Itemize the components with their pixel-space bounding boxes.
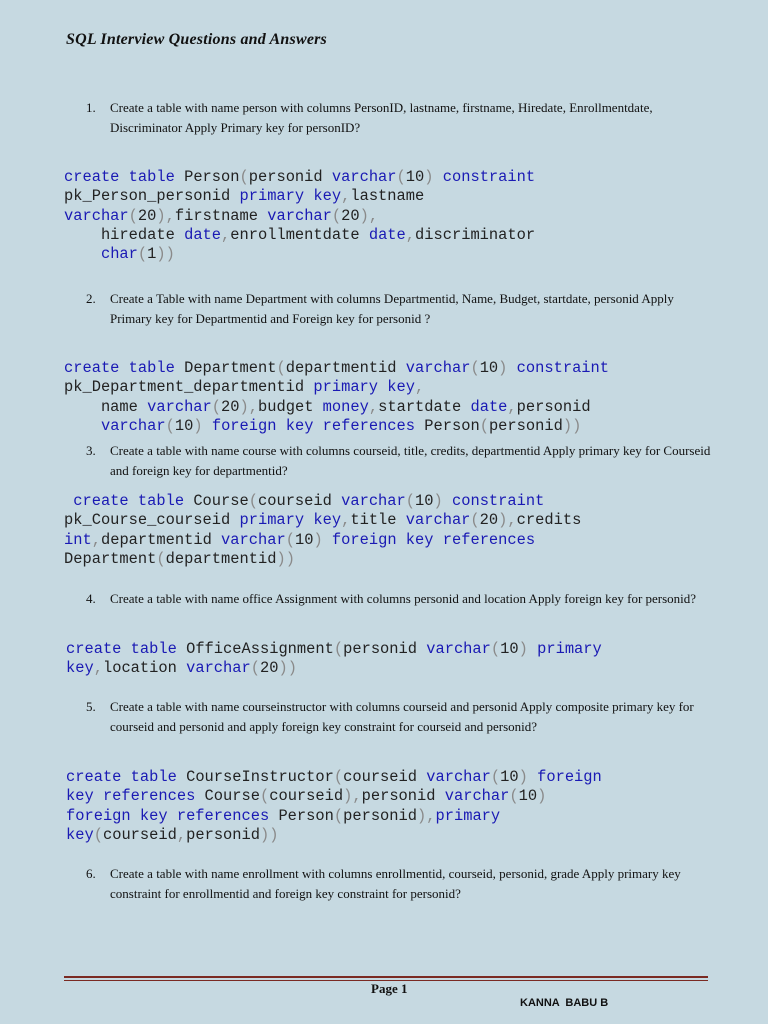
- code-text: pk_Course_courseid: [64, 511, 240, 530]
- code-text: lastname: [350, 187, 425, 206]
- code-text: 10: [415, 492, 434, 510]
- code-punct: (: [331, 206, 342, 225]
- question-6: [86, 864, 712, 903]
- code-keyword: int: [64, 530, 92, 549]
- code-line: [64, 187, 535, 206]
- code-keyword: varchar: [221, 530, 286, 549]
- code-text: departmentid: [100, 530, 222, 549]
- code-block: [66, 640, 602, 679]
- code-punct: ): [518, 640, 528, 658]
- code-punct: ): [343, 787, 353, 806]
- code-punct: ,: [414, 378, 425, 397]
- code-text: 20: [260, 659, 279, 678]
- code-block: [64, 359, 609, 436]
- code-keyword: varchar: [405, 359, 471, 377]
- code-keyword: varchar: [100, 416, 166, 435]
- code-text: personid: [186, 825, 260, 844]
- code-keyword: char: [100, 245, 138, 264]
- author-name: KANNA BABU B: [520, 997, 609, 1009]
- code-punct: (: [509, 787, 519, 806]
- question-text: Create a Table with name Department with columns Departmentid, Name, Budget, startdate, personid Apply Primary key for Departmentid and Foreign key for personid ?: [110, 291, 674, 326]
- code-punct: (: [165, 416, 175, 435]
- code-keyword: primary key: [239, 511, 342, 530]
- question-5: [86, 697, 712, 736]
- code-text: 20: [479, 511, 499, 530]
- code-punct: ,: [91, 530, 101, 549]
- code-block: [66, 768, 602, 845]
- code-keyword: create table: [66, 768, 177, 786]
- question-number: 1.: [86, 100, 96, 115]
- question-text: Create a table with name courseinstructor with columns courseid and personid Apply composite primary key for courseid and personid and apply foreign key constraint for courseid and personid?: [110, 699, 694, 734]
- code-text: startdate: [378, 397, 471, 416]
- code-punct: (: [470, 359, 480, 377]
- code-text: 10: [294, 530, 314, 549]
- code-punct: ,: [221, 225, 231, 244]
- page-number: Page 1: [371, 981, 408, 996]
- code-text: personid: [516, 397, 591, 416]
- code-keyword: varchar: [426, 768, 491, 786]
- code-punct: ): [239, 397, 249, 416]
- code-text: 20: [137, 206, 157, 225]
- question-text: Create a table with name course with columns courseid, title, credits, departmentid Apply primary key for Courseid and foreign key for departmentid?: [110, 443, 711, 478]
- code-text: Department: [174, 359, 277, 377]
- question-number: 6.: [86, 866, 96, 881]
- code-text: courseid: [102, 825, 177, 844]
- code-keyword: date: [368, 225, 406, 244]
- code-text: Course: [184, 492, 249, 510]
- code-text: personid: [343, 640, 427, 658]
- code-keyword: primary key: [239, 187, 342, 206]
- code-text: 20: [221, 397, 240, 416]
- code-punct: ): [498, 359, 508, 377]
- question-4: [86, 589, 712, 609]
- code-punct: ): [313, 530, 323, 549]
- code-punct: ,: [507, 397, 517, 416]
- code-line: [64, 417, 609, 436]
- code-punct: ,: [352, 787, 362, 806]
- code-line: [64, 550, 581, 569]
- code-keyword: create table: [64, 168, 175, 186]
- code-punct: ,: [426, 806, 436, 825]
- code-punct: ): [359, 206, 369, 225]
- code-text: departmentid: [285, 359, 406, 377]
- code-line: [64, 511, 581, 530]
- question-text: Create a table with name enrollment with columns enrollmentid, courseid, personid, grade Apply primary key constraint for enrollmentid and foreign key constraint for personid?: [110, 866, 681, 901]
- code-keyword: varchar: [147, 397, 212, 416]
- question-3: [86, 441, 712, 480]
- code-line: [66, 659, 602, 678]
- code-keyword: constraint: [507, 359, 610, 377]
- code-keyword: varchar: [186, 659, 251, 678]
- code-punct: ,: [248, 397, 259, 416]
- code-keyword: key references: [66, 787, 196, 806]
- code-text: budget: [258, 397, 323, 416]
- code-block: [64, 492, 581, 569]
- code-line: [64, 226, 535, 245]
- code-text: [64, 417, 101, 435]
- question-2: [86, 289, 712, 328]
- code-punct: )): [562, 416, 582, 435]
- code-keyword: foreign key references: [202, 416, 416, 435]
- code-punct: (: [490, 768, 501, 786]
- code-text: title: [350, 511, 406, 530]
- code-text: 20: [341, 206, 360, 225]
- code-keyword: date: [184, 225, 222, 244]
- code-line: [66, 807, 602, 826]
- code-line: [66, 640, 602, 659]
- code-punct: (: [250, 659, 260, 678]
- code-text: 1: [147, 245, 157, 264]
- code-punct: (: [490, 640, 501, 658]
- code-text: 10: [405, 168, 425, 186]
- code-punct: (: [128, 206, 138, 225]
- code-text: Person: [415, 416, 480, 435]
- code-keyword: date: [470, 397, 508, 416]
- code-keyword: varchar: [426, 640, 491, 658]
- code-text: 10: [500, 640, 519, 658]
- code-punct: (: [276, 359, 286, 377]
- code-text: CourseInstructor: [176, 768, 334, 786]
- code-punct: ): [424, 168, 434, 186]
- code-keyword: foreign key references: [322, 530, 536, 549]
- code-text: location: [102, 659, 187, 678]
- code-keyword: constraint: [442, 492, 545, 510]
- code-line: [64, 398, 609, 417]
- page-title: SQL Interview Questions and Answers: [66, 31, 327, 48]
- code-keyword: varchar: [267, 206, 332, 225]
- code-punct: ): [193, 416, 203, 435]
- code-punct: (: [248, 492, 258, 510]
- code-punct: (: [156, 549, 166, 568]
- code-text: 10: [174, 416, 194, 435]
- code-keyword: varchar: [64, 206, 129, 225]
- code-line: [64, 492, 581, 511]
- code-punct: )): [260, 825, 279, 844]
- code-punct: (: [211, 397, 222, 416]
- code-punct: ,: [165, 206, 175, 225]
- code-keyword: primary: [435, 806, 501, 825]
- code-text: enrollmentdate: [230, 225, 369, 244]
- code-text: personid: [248, 168, 332, 186]
- code-keyword: primary: [527, 640, 602, 658]
- code-punct: ,: [368, 397, 379, 416]
- code-line: [64, 531, 581, 550]
- code-text: discriminator: [415, 225, 536, 244]
- question-text: Create a table with name person with columns PersonID, lastname, firstname, Hiredate, Enrollmentdate, Discriminator Apply Primary key for personID?: [110, 100, 653, 135]
- question-text: Create a table with name office Assignment with columns personid and location Apply foreign key for personid?: [110, 591, 697, 606]
- code-punct: ,: [341, 511, 351, 530]
- code-text: 10: [479, 359, 499, 377]
- question-number: 2.: [86, 291, 96, 306]
- code-punct: (: [93, 825, 103, 844]
- code-punct: (: [479, 416, 489, 435]
- code-text: firstname: [174, 206, 268, 225]
- code-keyword: constraint: [433, 168, 536, 186]
- code-text: pk_Person_personid: [64, 187, 240, 206]
- code-punct: ,: [368, 206, 379, 225]
- code-text: credits: [516, 511, 582, 530]
- code-punct: (: [405, 492, 416, 510]
- code-punct: ): [537, 787, 547, 806]
- code-line: [64, 168, 535, 187]
- code-line: [64, 207, 535, 226]
- code-keyword: varchar: [341, 492, 406, 510]
- question-number: 3.: [86, 443, 96, 458]
- code-line: [64, 359, 609, 378]
- footer-rule: [64, 976, 708, 978]
- code-keyword: varchar: [444, 787, 510, 806]
- code-punct: (: [396, 168, 406, 186]
- code-punct: (: [333, 806, 344, 825]
- code-keyword: money: [322, 397, 369, 416]
- code-punct: (: [259, 787, 270, 806]
- code-punct: ): [498, 511, 508, 530]
- code-punct: )): [156, 245, 175, 264]
- code-text: Person: [174, 168, 240, 186]
- code-punct: (: [285, 530, 295, 549]
- code-punct: (: [137, 245, 148, 264]
- code-punct: (: [470, 511, 480, 530]
- code-text: personid: [343, 806, 417, 825]
- code-line: [66, 768, 602, 787]
- code-text: departmentid: [165, 549, 277, 568]
- code-text: 10: [518, 787, 538, 806]
- code-punct: (: [239, 168, 249, 186]
- code-punct: )): [276, 549, 295, 568]
- code-punct: )): [278, 659, 297, 678]
- code-text: hiredate: [64, 225, 185, 244]
- code-line: [66, 787, 602, 806]
- code-keyword: key: [66, 825, 94, 844]
- code-text: personid: [361, 787, 445, 806]
- code-keyword: create table: [64, 359, 175, 377]
- code-keyword: create table: [66, 640, 177, 658]
- code-text: courseid: [343, 768, 427, 786]
- code-punct: ,: [405, 225, 416, 244]
- code-block: [64, 168, 535, 264]
- code-punct: ): [433, 492, 443, 510]
- code-text: Department: [64, 549, 157, 568]
- code-punct: ): [417, 806, 427, 825]
- code-punct: ): [156, 206, 166, 225]
- code-text: name: [64, 397, 148, 416]
- code-text: Person: [269, 806, 334, 825]
- code-keyword: foreign: [527, 768, 602, 786]
- code-text: Course: [195, 787, 260, 806]
- code-keyword: primary key: [313, 378, 415, 397]
- code-keyword: key: [66, 659, 94, 678]
- question-number: 4.: [86, 591, 96, 606]
- code-punct: ,: [176, 825, 187, 844]
- code-line: [64, 245, 535, 264]
- code-punct: ,: [341, 187, 351, 206]
- code-punct: (: [333, 768, 344, 786]
- code-text: OfficeAssignment: [176, 640, 334, 658]
- question-number: 5.: [86, 699, 96, 714]
- code-text: pk_Department_departmentid: [64, 378, 314, 397]
- code-punct: (: [333, 640, 344, 658]
- code-keyword: foreign key references: [66, 806, 270, 825]
- code-punct: ,: [93, 659, 103, 678]
- code-keyword: create table: [64, 492, 185, 510]
- code-text: courseid: [257, 492, 342, 510]
- code-text: 10: [500, 768, 519, 786]
- code-text: personid: [488, 416, 563, 435]
- code-text: [64, 245, 101, 263]
- code-punct: ): [518, 768, 528, 786]
- code-line: [64, 378, 609, 397]
- code-text: courseid: [269, 787, 344, 806]
- code-punct: ,: [507, 511, 517, 530]
- code-keyword: varchar: [331, 168, 397, 186]
- code-line: [66, 826, 602, 845]
- code-keyword: varchar: [405, 511, 471, 530]
- question-1: [86, 98, 712, 137]
